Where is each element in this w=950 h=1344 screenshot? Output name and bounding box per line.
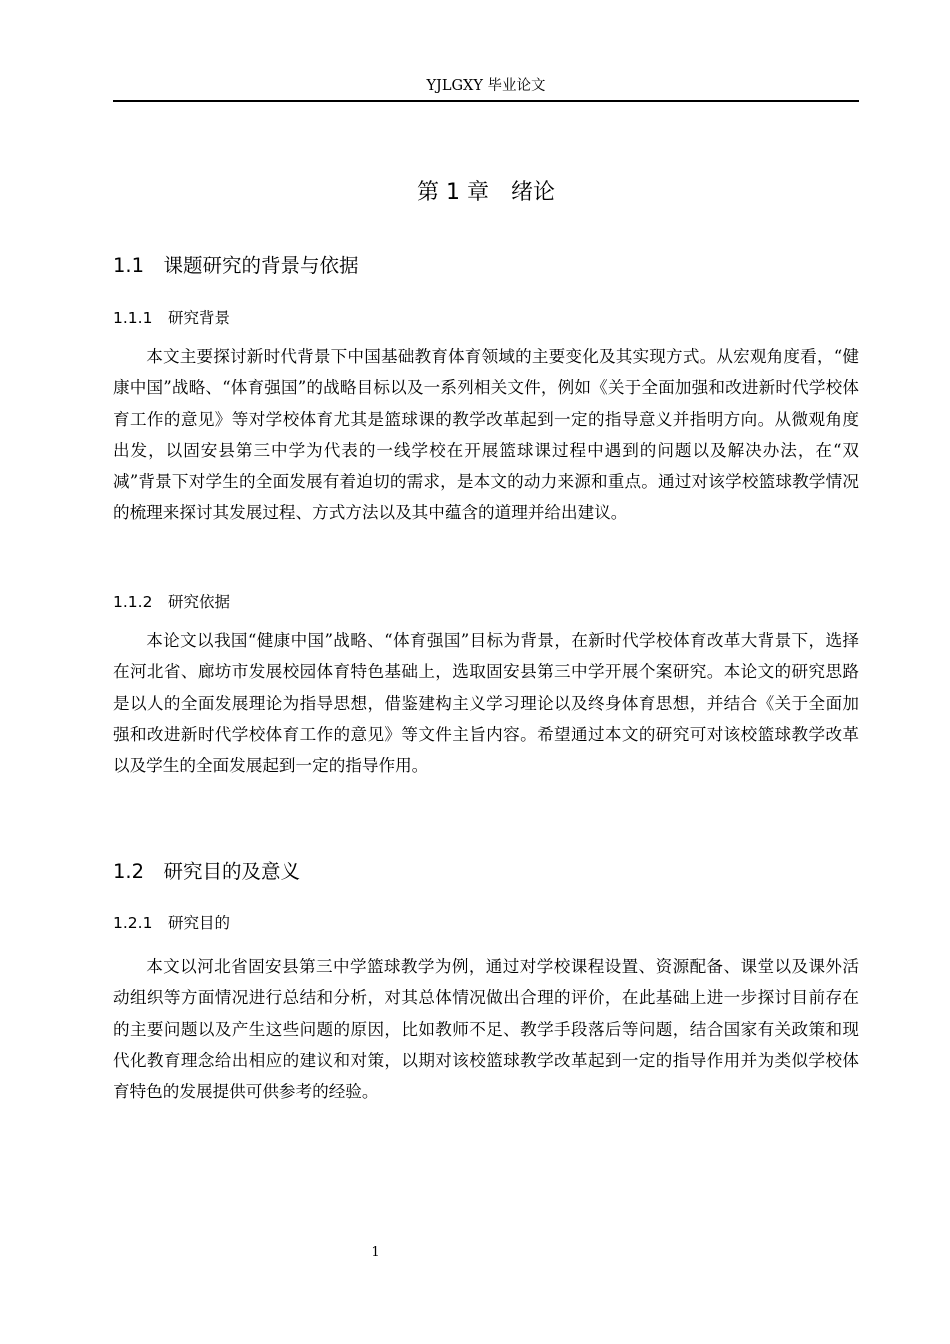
subsection-heading-1-1-2: 1.1.2 研究依据 xyxy=(113,593,230,611)
section-heading-1-2: 1.2 研究目的及意义 xyxy=(113,860,301,883)
page-number: 1 xyxy=(371,1245,380,1260)
subsection-heading-1-2-1: 1.2.1 研究目的 xyxy=(113,914,230,932)
chapter-title: 第 1 章 绪论 xyxy=(417,180,555,205)
header-rule xyxy=(113,100,859,102)
paragraph-research-purpose: 本文以河北省固安县第三中学篮球教学为例，通过对学校课程设置、资源配备、课堂以及课外活动组织等方面情况进行总结和分析，对其总体情况做出合理的评价，在此基础上进一步探讨目前存在的主要问题以及产生这些问题的原因，比如教师不足、教学手段落后等问题，结合国家有关政策和现代化教育理念给出相应的建议和对策，以期对该校篮球教学改革起到一定的指导作用并为类似学校体育特色的发展提供可供参考的经验。 xyxy=(113,957,859,1102)
paragraph-research-basis: 本论文以我国“健康中国”战略、“体育强国”目标为背景，在新时代学校体育改革大背景下，选择在河北省、廊坊市发展校园体育特色基础上，选取固安县第三中学开展个案研究。本论文的研究思路是以人的全面发展理论为指导思想，借鉴建构主义学习理论以及终身体育思想，并结合《关于全面加强和改进新时代学校体育工作的意见》等文件主旨内容。希望通过本文的研究可对该校篮球教学改革以及学生的全面发展起到一定的指导作用。 xyxy=(113,631,859,776)
running-header: YJLGXY 毕业论文 xyxy=(426,78,546,94)
subsection-heading-1-1-1: 1.1.1 研究背景 xyxy=(113,309,230,327)
paragraph-research-background: 本文主要探讨新时代背景下中国基础教育体育领域的主要变化及其实现方式。从宏观角度看，“健康中国”战略、“体育强国”的战略目标以及一系列相关文件，例如《关于全面加强和改进新时代学校体育工作的意见》等对学校体育尤其是篮球课的教学改革起到一定的指导意义并指明方向。从微观角度出发，以固安县第三中学为代表的一线学校在开展篮球课过程中遇到的问题以及解决办法，在“双减”背景下对学生的全面发展有着迫切的需求，是本文的动力来源和重点。通过对该学校篮球教学情况的梳理来探讨其发展过程、方式方法以及其中蕴含的道理并给出建议。 xyxy=(113,347,859,523)
section-heading-1-1: 1.1 课题研究的背景与依据 xyxy=(113,254,359,277)
